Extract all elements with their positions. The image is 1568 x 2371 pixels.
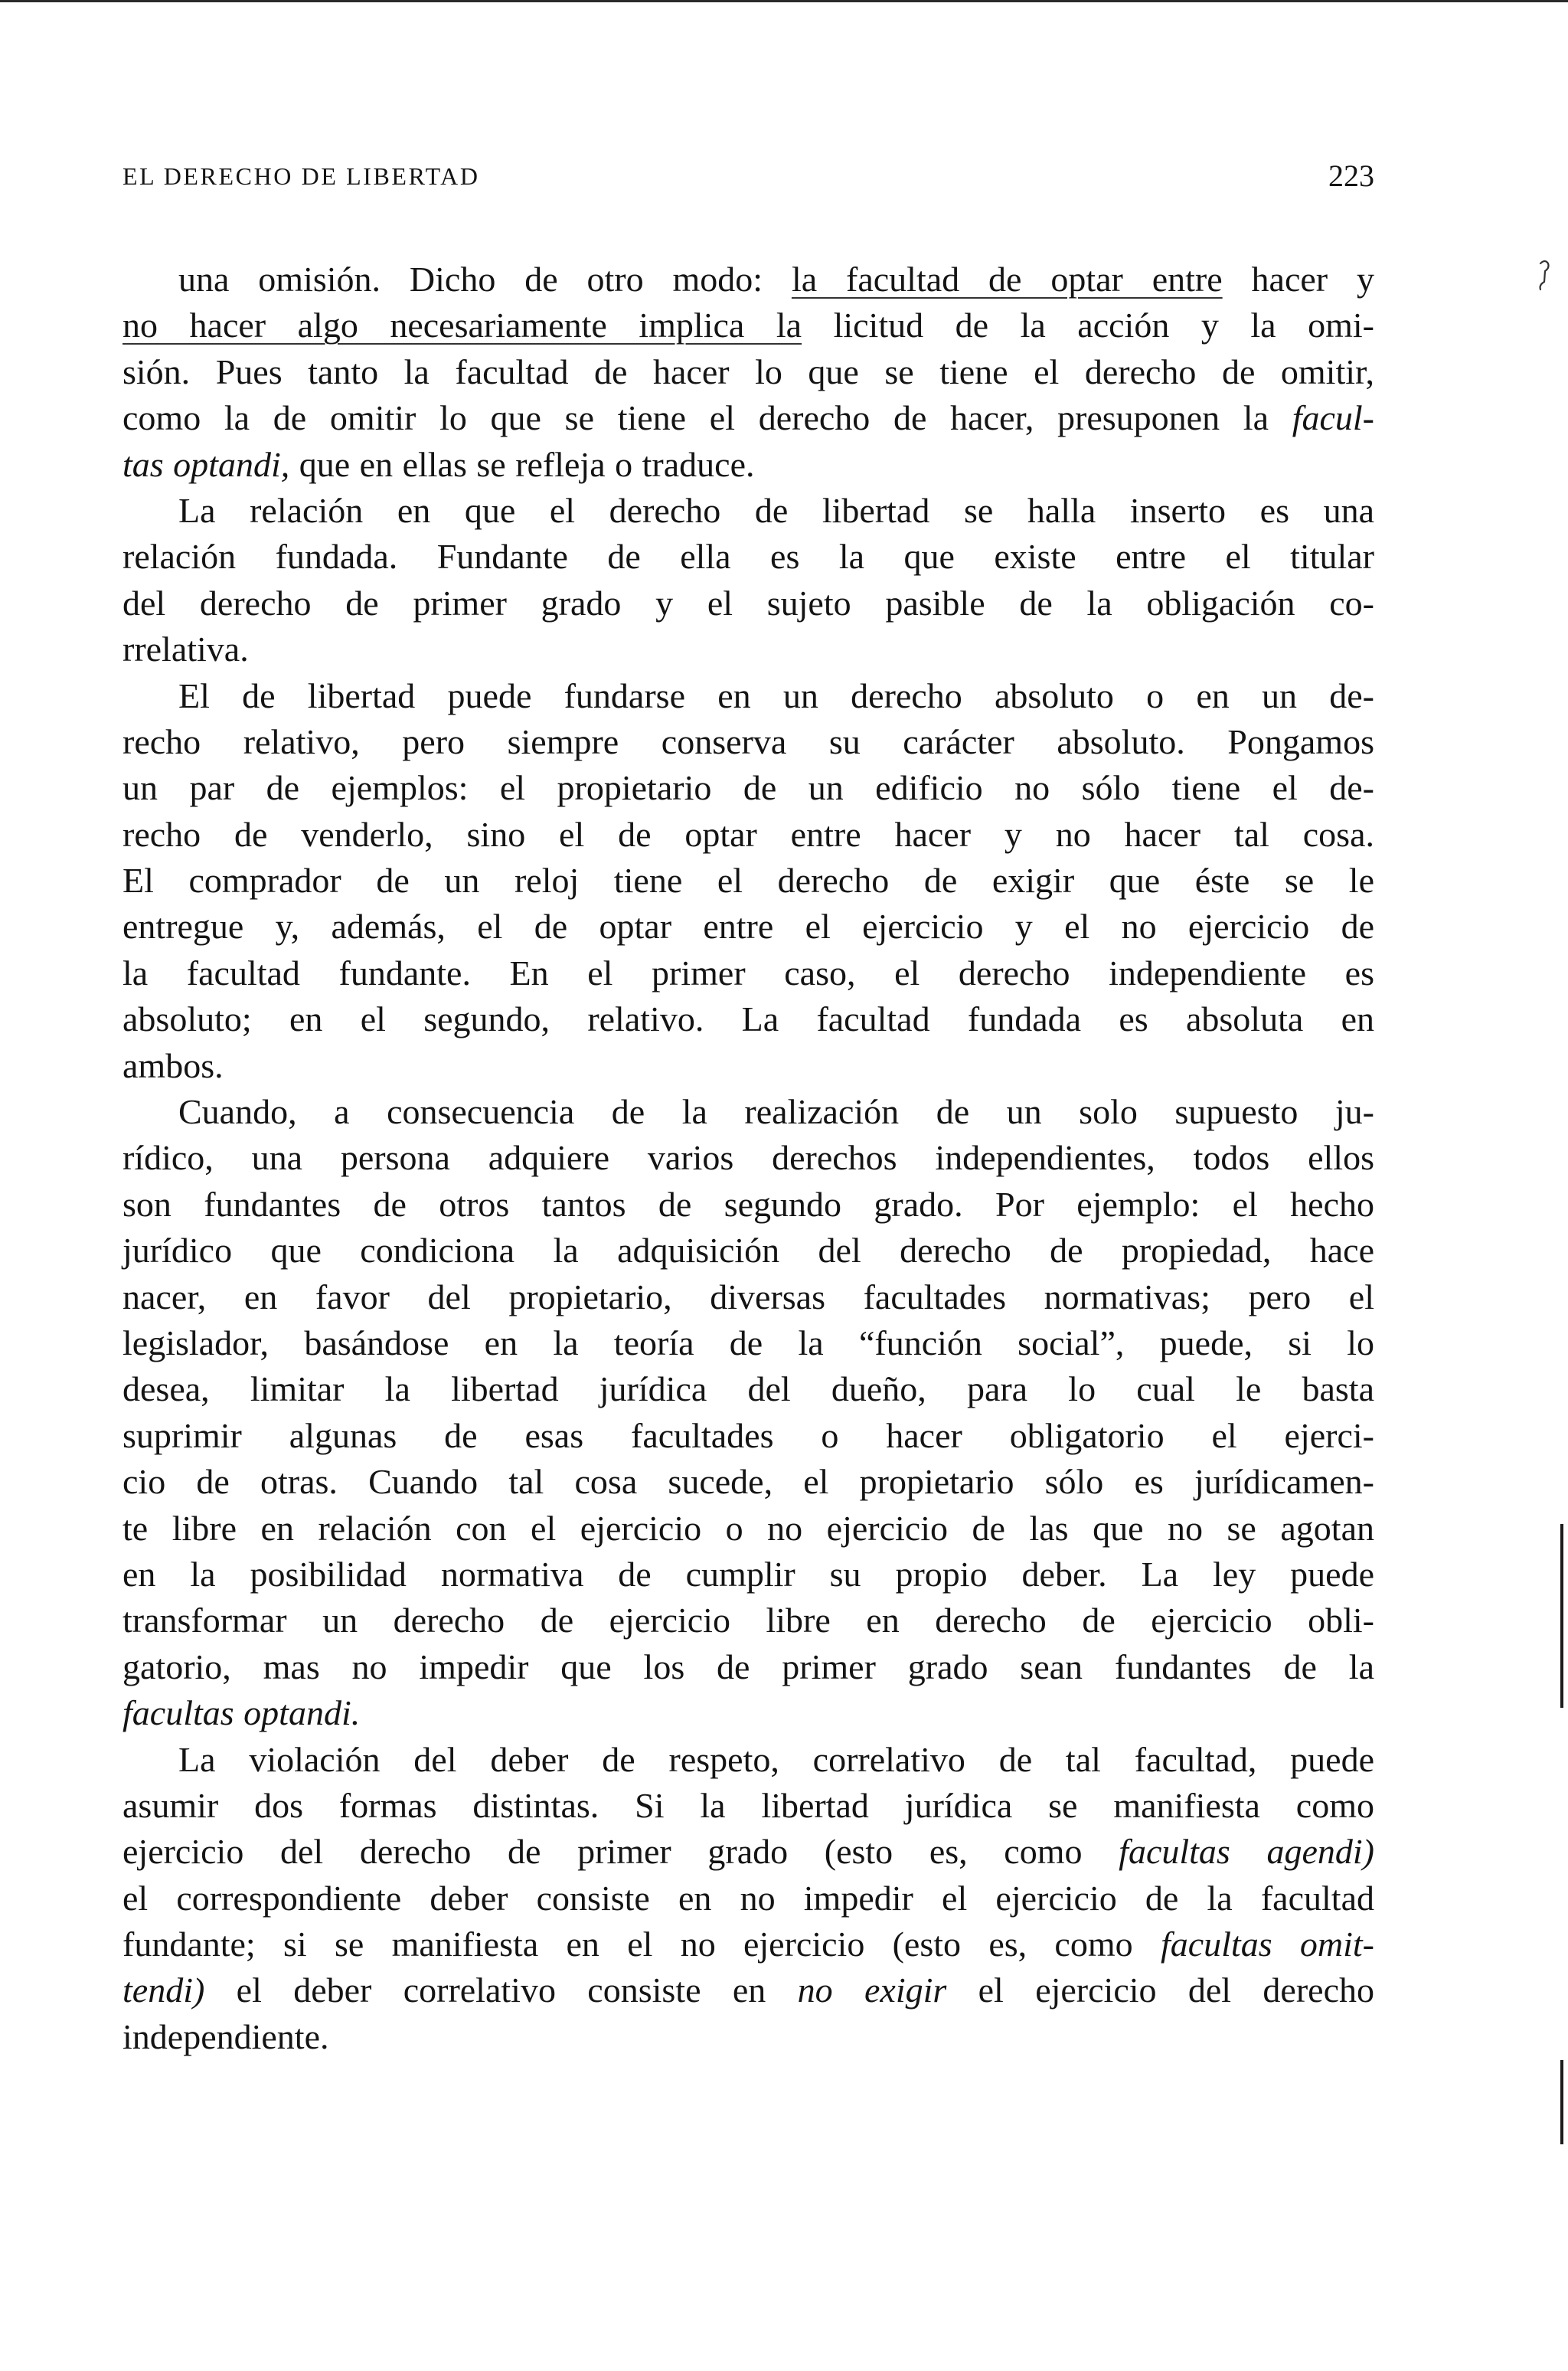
text-run: rídico, una persona adquiere varios derechos independientes, todos ellos: [122, 1138, 1374, 1178]
scan-edge-line: [0, 0, 1568, 2]
text-run: La relación en que el derecho de libertad se halla inserto es una: [178, 490, 1374, 530]
text-run: La violación del deber de respeto, correlativo de tal facultad, puede: [178, 1739, 1374, 1779]
text-run: jurídico que condiciona la adquisición del derecho de propiedad, hace: [122, 1231, 1374, 1271]
text-line: [122, 1366, 1374, 1412]
scan-edge-line: [1560, 1524, 1563, 1708]
italic-text: no exigir: [797, 1970, 947, 2010]
text-line: [122, 534, 1374, 580]
text-line: [122, 1552, 1374, 1598]
text-line: [122, 1413, 1374, 1459]
text-line: [122, 580, 1374, 626]
text-run: el deber correlativo consiste en: [204, 1970, 798, 2010]
text-line: [122, 1135, 1374, 1181]
text-line: [122, 765, 1374, 811]
text-run: licitud de la acción y la omi-: [802, 306, 1374, 345]
text-line: [122, 1182, 1374, 1228]
paragraph: [122, 488, 1374, 673]
text-run: que en ellas se refleja o traduce.: [289, 444, 755, 484]
text-line: [122, 1644, 1374, 1690]
text-line: [122, 395, 1374, 441]
text-line: [122, 812, 1374, 858]
text-run: desea, limitar la libertad jurídica del dueño, para lo cual le basta: [122, 1369, 1374, 1409]
text-line: [122, 1228, 1374, 1274]
text-line: [122, 1043, 1374, 1089]
text-run: entregue y, además, el de optar entre el ejercicio y el no ejercicio de: [122, 907, 1374, 947]
text-run: independiente.: [122, 2016, 329, 2056]
text-run: fundante; si se manifiesta en el no ejercicio (esto es, como: [122, 1925, 1161, 1964]
italic-text: facultas agendi): [1119, 1832, 1374, 1872]
text-run: transformar un derecho de ejercicio libre en derecho de ejercicio obli-: [122, 1601, 1374, 1640]
text-run: suprimir algunas de esas facultades o hacer obligatorio el ejerci-: [122, 1415, 1374, 1455]
paragraph: [122, 257, 1374, 488]
text-line: [122, 858, 1374, 904]
italic-text: facultas optandi.: [122, 1693, 361, 1733]
text-line: [122, 1459, 1374, 1505]
text-line: [122, 1274, 1374, 1320]
running-header: [122, 155, 1374, 197]
text-run: El de libertad puede fundarse en un derecho absoluto o en un de-: [178, 675, 1374, 715]
underlined-text: la facultad de optar entre: [791, 260, 1223, 299]
text-run: recho relativo, pero siempre conserva su carácter absoluto. Pongamos: [122, 721, 1374, 761]
text-run: en la posibilidad normativa de cumplir su propio deber. La ley puede: [122, 1554, 1374, 1594]
text-run: absoluto; en el segundo, relativo. La facultad fundada es absoluta en: [122, 999, 1374, 1039]
paragraph: [122, 673, 1374, 1090]
text-line: [122, 1783, 1374, 1829]
text-line: [122, 1506, 1374, 1552]
paragraph: [122, 1089, 1374, 1736]
text-line: [122, 1829, 1374, 1875]
text-line: [122, 1320, 1374, 1366]
page-number: 223: [1328, 159, 1374, 193]
text-run: cio de otras. Cuando tal cosa sucede, el propietario sólo es jurídicamen-: [122, 1462, 1374, 1502]
text-line: [122, 950, 1374, 996]
text-line: [122, 303, 1374, 348]
text-run: legislador, basándose en la teoría de la “función social”, puede, si lo: [122, 1323, 1374, 1362]
text-run: sión. Pues tanto la facultad de hacer lo que se tiene el derecho de omitir,: [122, 352, 1374, 391]
italic-text: facul-: [1292, 398, 1374, 438]
text-run: el correspondiente deber consiste en no impedir el ejercicio de la facultad: [122, 1878, 1374, 1918]
text-run: un par de ejemplos: el propietario de un edificio no sólo tiene el de-: [122, 768, 1374, 808]
text-run: El comprador de un reloj tiene el derecho de exigir que éste se le: [122, 861, 1374, 901]
text-run: ejercicio del derecho de primer grado (esto es, como: [122, 1832, 1119, 1872]
text-run: recho de venderlo, sino el de optar entre hacer y no hacer tal cosa.: [122, 814, 1374, 854]
text-run: como la de omitir lo que se tiene el derecho de hacer, presuponen la: [122, 398, 1292, 438]
text-run: hacer y: [1222, 260, 1374, 299]
text-line: [122, 719, 1374, 765]
text-line: [122, 1737, 1374, 1783]
text-line: [122, 257, 1374, 303]
text-line: [122, 1089, 1374, 1135]
text-run: el ejercicio del derecho: [946, 1970, 1374, 2010]
paragraph: [122, 1737, 1374, 2061]
text-run: rrelativa.: [122, 630, 249, 669]
underlined-text: no hacer algo necesariamente implica la: [122, 306, 802, 345]
text-line: [122, 1598, 1374, 1643]
text-line: [122, 1967, 1374, 2013]
pencil-mark-icon: [1536, 259, 1554, 293]
text-run: la facultad fundante. En el primer caso, el derecho independiente es: [122, 953, 1374, 993]
text-line: [122, 1690, 1374, 1736]
italic-text: tendi): [122, 1970, 205, 2010]
text-run: son fundantes de otros tantos de segundo grado. Por ejemplo: el hecho: [122, 1184, 1374, 1224]
scan-edge-line: [1560, 2060, 1563, 2144]
text-line: [122, 1921, 1374, 1967]
italic-text: tas optandi,: [122, 444, 290, 484]
text-run: Cuando, a consecuencia de la realización de un solo supuesto ju-: [178, 1092, 1374, 1132]
text-line: [122, 349, 1374, 395]
text-run: asumir dos formas distintas. Si la libertad jurídica se manifiesta como: [122, 1785, 1374, 1825]
body-text: [122, 257, 1374, 2060]
text-line: [122, 904, 1374, 950]
text-line: [122, 673, 1374, 719]
text-line: [122, 626, 1374, 672]
text-run: nacer, en favor del propietario, diversas facultades normativas; pero el: [122, 1277, 1374, 1316]
text-line: [122, 2014, 1374, 2060]
text-run: una omisión. Dicho de otro modo:: [178, 260, 792, 299]
text-line: [122, 442, 1374, 488]
italic-text: facultas omit-: [1160, 1925, 1374, 1964]
text-line: [122, 996, 1374, 1042]
text-run: relación fundada. Fundante de ella es la que existe entre el titular: [122, 537, 1374, 577]
text-run: del derecho de primer grado y el sujeto pasible de la obligación co-: [122, 583, 1374, 623]
running-title: EL DERECHO DE LIBERTAD: [122, 162, 480, 190]
text-line: [122, 488, 1374, 534]
text-run: ambos.: [122, 1045, 224, 1085]
text-line: [122, 1876, 1374, 1921]
text-run: gatorio, mas no impedir que los de primer grado sean fundantes de la: [122, 1647, 1374, 1686]
text-run: te libre en relación con el ejercicio o no ejercicio de las que no se agotan: [122, 1508, 1374, 1548]
